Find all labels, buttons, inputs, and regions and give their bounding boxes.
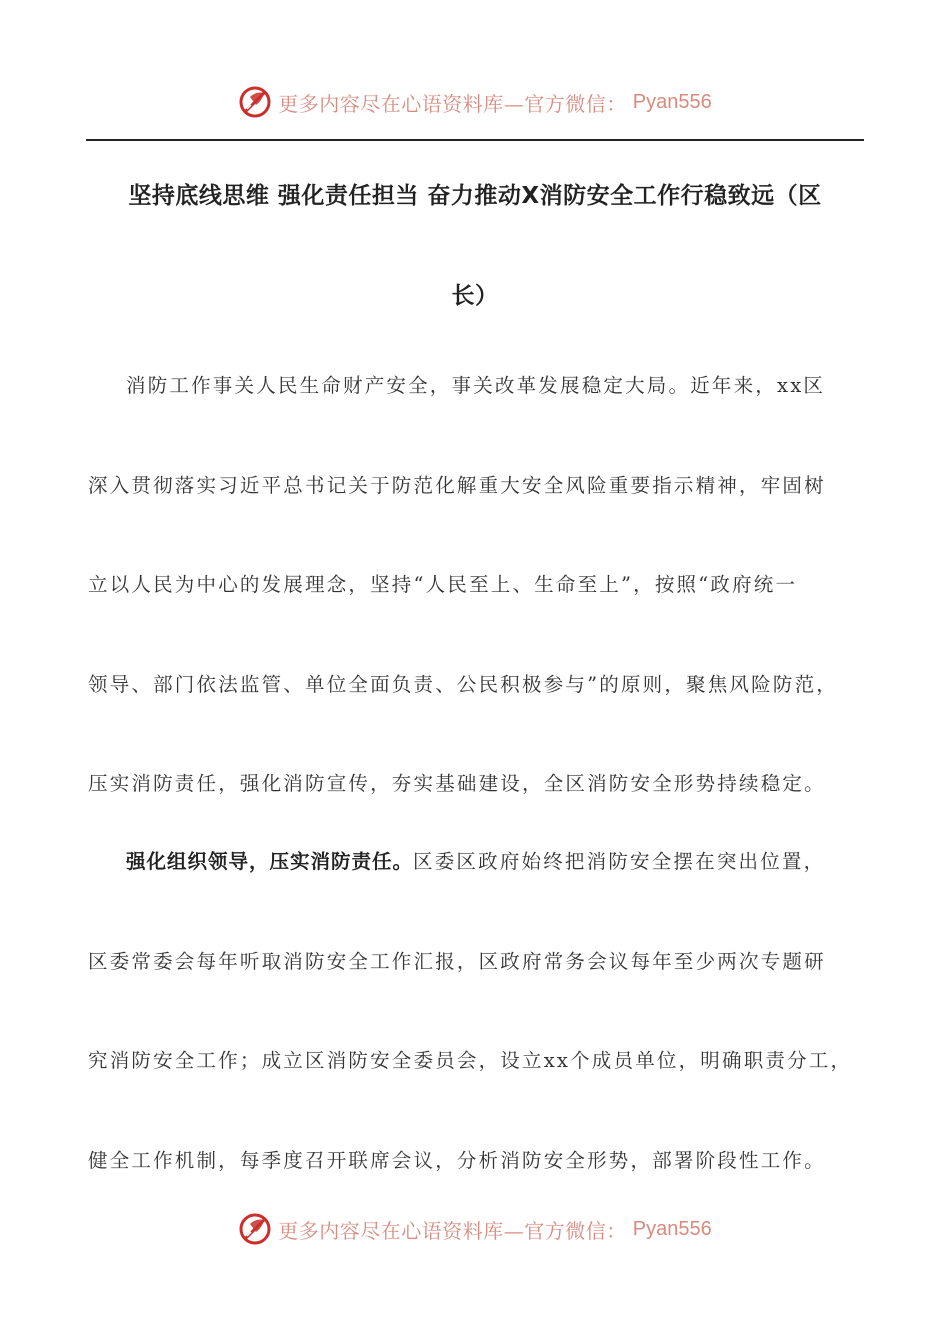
watermark-text: 更多内容尽在心语资料库—官方微信： (278, 91, 627, 116)
header-divider (86, 139, 864, 141)
title-line-2: 长） (451, 283, 499, 309)
watermark-footer (0, 1207, 950, 1251)
paragraph-first-line-text: 区委区政府始终把消防安全摆在突出位置， (413, 850, 826, 873)
watermark-wechat-id: Pyan556 (632, 90, 712, 113)
watermark-text: 更多内容尽在心语资料库—官方微信： (278, 1218, 627, 1243)
paragraph-line: 消防工作事关人民生命财产安全，事关改革发展稳定大局。近年来，xx区 (126, 374, 826, 397)
paragraph-line: 压实消防责任，强化消防宣传，夯实基础建设，全区消防安全形势持续稳定。 (88, 772, 826, 796)
paragraph-line: 健全工作机制，每季度召开联席会议，分析消防安全形势，部署阶段性工作。 (88, 1148, 826, 1172)
paragraph-first-line (88, 812, 878, 912)
paragraph-line: 深入贯彻落实习近平总书记关于防范化解重大安全风险重要指示精神，牢固树 (88, 473, 826, 497)
watermark-header (0, 80, 950, 124)
title-line-1: 坚持底线思维 强化责任担当 奋力推动X消防安全工作行稳致远（区 (128, 183, 822, 209)
paragraph-organization (88, 812, 878, 1210)
quill-logo-icon (238, 1212, 272, 1246)
document-title (86, 168, 864, 324)
paragraph-line: 区委常委会每年听取消防安全工作汇报，区政府常务会议每年至少两次专题研 (88, 949, 826, 973)
quill-logo-icon (238, 85, 272, 119)
paragraph-line: 究消防安全工作；成立区消防安全委员会，设立xx个成员单位，明确职责分工， (88, 1049, 853, 1073)
watermark-wechat-id: Pyan556 (632, 1217, 712, 1240)
paragraph-lead-heading: 强化组织领导，压实消防责任。 (126, 850, 414, 873)
paragraph-line: 领导、部门依法监管、单位全面负责、公民积极参与”的原则，聚焦风险防范， (88, 672, 838, 696)
paragraph-intro (88, 336, 878, 834)
paragraph-line: 立以人民为中心的发展理念，坚持“人民至上、生命至上”，按照“政府统一 (88, 573, 798, 597)
